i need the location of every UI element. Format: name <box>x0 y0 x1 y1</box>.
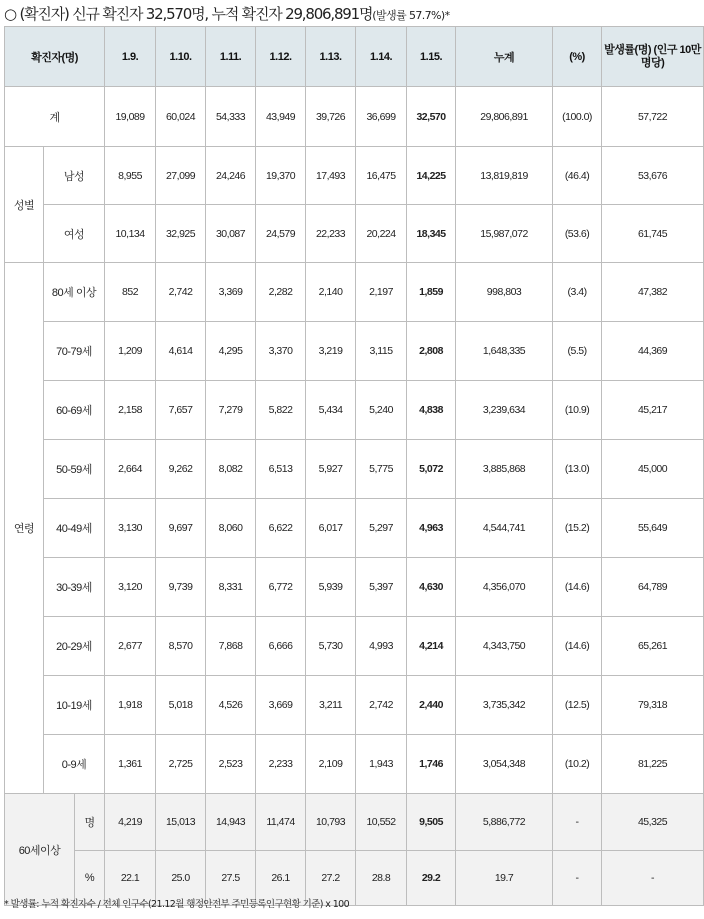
cell: 8,082 <box>206 440 256 499</box>
row-label: 30-39세 <box>44 558 105 617</box>
cell: 5,822 <box>256 381 306 440</box>
cell: 4,219 <box>105 794 156 851</box>
cell: 5,434 <box>306 381 356 440</box>
cell: 2,664 <box>105 440 156 499</box>
cell: 5,397 <box>356 558 407 617</box>
cell: 3,211 <box>306 676 356 735</box>
cell: 16,475 <box>356 147 407 205</box>
row-label-over60: 60세이상 <box>5 794 75 906</box>
cell: 3,669 <box>256 676 306 735</box>
cell: 3,120 <box>105 558 156 617</box>
cell: 4,295 <box>206 322 256 381</box>
cell: 8,955 <box>105 147 156 205</box>
cell: 9,697 <box>156 499 206 558</box>
cell: 28.8 <box>356 851 407 906</box>
cell-latest: 5,072 <box>407 440 456 499</box>
row-label: 50-59세 <box>44 440 105 499</box>
cell-rate: 57,722 <box>602 87 704 147</box>
cell-rate: 47,382 <box>602 263 704 322</box>
cell: 6,622 <box>256 499 306 558</box>
cell: 3,130 <box>105 499 156 558</box>
cell: 6,666 <box>256 617 306 676</box>
header-cumulative: 누계 <box>456 27 553 87</box>
cell-latest: 32,570 <box>407 87 456 147</box>
cell-percent: (10.2) <box>553 735 602 794</box>
title-main: 신규 확진자 32,570명, 누적 확진자 29,806,891명 <box>68 5 373 23</box>
cell: 26.1 <box>256 851 306 906</box>
cell-rate: 65,261 <box>602 617 704 676</box>
cell: 5,240 <box>356 381 407 440</box>
cell-rate: 45,217 <box>602 381 704 440</box>
cell-rate: - <box>602 851 704 906</box>
cell: 8,570 <box>156 617 206 676</box>
cell-percent: (46.4) <box>553 147 602 205</box>
group-label-sex: 성별 <box>5 147 44 263</box>
cell: 27.5 <box>206 851 256 906</box>
cell-latest: 4,214 <box>407 617 456 676</box>
row-label: 70-79세 <box>44 322 105 381</box>
cell-rate: 81,225 <box>602 735 704 794</box>
table-row-age <box>5 617 704 676</box>
cell: 10,793 <box>306 794 356 851</box>
cell-latest: 1,746 <box>407 735 456 794</box>
cell: 22.1 <box>105 851 156 906</box>
cell: 10,134 <box>105 205 156 263</box>
cell: 3,115 <box>356 322 407 381</box>
cell-percent: (15.2) <box>553 499 602 558</box>
cell-cumulative: 3,239,634 <box>456 381 553 440</box>
header-date: 1.9. <box>105 27 156 87</box>
cell-rate: 44,369 <box>602 322 704 381</box>
cell: 3,219 <box>306 322 356 381</box>
cell-cumulative: 4,356,070 <box>456 558 553 617</box>
cell: 5,297 <box>356 499 407 558</box>
header-date: 1.10. <box>156 27 206 87</box>
cell: 15,013 <box>156 794 206 851</box>
cell-percent: (100.0) <box>553 87 602 147</box>
header-category: 확진자(명) <box>5 27 105 87</box>
cell-rate: 45,325 <box>602 794 704 851</box>
header-date: 1.13. <box>306 27 356 87</box>
cell-percent: (14.6) <box>553 617 602 676</box>
cell-cumulative: 1,648,335 <box>456 322 553 381</box>
cell: 2,742 <box>156 263 206 322</box>
cell: 19,370 <box>256 147 306 205</box>
cell: 2,109 <box>306 735 356 794</box>
header-date: 1.12. <box>256 27 306 87</box>
title-note: (발생률 57.7%)* <box>372 9 450 22</box>
unit-label: % <box>75 851 105 906</box>
cell: 8,060 <box>206 499 256 558</box>
cell: 2,197 <box>356 263 407 322</box>
cell-percent: (3.4) <box>553 263 602 322</box>
cell-percent: (10.9) <box>553 381 602 440</box>
cell: 1,943 <box>356 735 407 794</box>
cell: 7,657 <box>156 381 206 440</box>
cell-percent: (5.5) <box>553 322 602 381</box>
cell: 3,370 <box>256 322 306 381</box>
cell-latest: 1,859 <box>407 263 456 322</box>
cell-latest: 4,838 <box>407 381 456 440</box>
cell-rate: 79,318 <box>602 676 704 735</box>
cell-latest: 4,963 <box>407 499 456 558</box>
row-label: 60-69세 <box>44 381 105 440</box>
cell-cumulative: 4,343,750 <box>456 617 553 676</box>
table-row-female <box>5 205 704 263</box>
cell-latest: 29.2 <box>407 851 456 906</box>
cell: 3,369 <box>206 263 256 322</box>
table-row-age <box>5 499 704 558</box>
circle-bullet-icon: ○ <box>4 5 16 23</box>
cell: 5,730 <box>306 617 356 676</box>
cell-latest: 2,808 <box>407 322 456 381</box>
cell-latest: 14,225 <box>407 147 456 205</box>
cell: 6,772 <box>256 558 306 617</box>
cell: 4,993 <box>356 617 407 676</box>
row-label: 10-19세 <box>44 676 105 735</box>
table-row-over60-count <box>5 794 704 851</box>
row-label: 0-9세 <box>44 735 105 794</box>
cell: 1,918 <box>105 676 156 735</box>
cell: 22,233 <box>306 205 356 263</box>
cell: 30,087 <box>206 205 256 263</box>
report-title <box>4 3 450 25</box>
footnote: * 발생률: 누적 확진자수 / 전체 인구수(21.12월 행정안전부 주민등록인구현황 기준) x 100 <box>4 899 350 910</box>
cell-percent: (13.0) <box>553 440 602 499</box>
cell: 5,018 <box>156 676 206 735</box>
cell: 39,726 <box>306 87 356 147</box>
cell: 43,949 <box>256 87 306 147</box>
cell-percent: (14.6) <box>553 558 602 617</box>
cell-rate: 45,000 <box>602 440 704 499</box>
header-date: 1.15. <box>407 27 456 87</box>
header-percent: (%) <box>553 27 602 87</box>
cell: 2,742 <box>356 676 407 735</box>
cell-cumulative: 29,806,891 <box>456 87 553 147</box>
cell-cumulative: 15,987,072 <box>456 205 553 263</box>
cell: 27,099 <box>156 147 206 205</box>
cell-rate: 55,649 <box>602 499 704 558</box>
cell-percent: (12.5) <box>553 676 602 735</box>
cell: 7,868 <box>206 617 256 676</box>
cell: 6,513 <box>256 440 306 499</box>
cell: 14,943 <box>206 794 256 851</box>
cell: 9,262 <box>156 440 206 499</box>
header-date: 1.11. <box>206 27 256 87</box>
cell-cumulative: 3,735,342 <box>456 676 553 735</box>
table-row-age <box>5 381 704 440</box>
group-label-age: 연령 <box>5 263 44 794</box>
row-label: 40-49세 <box>44 499 105 558</box>
row-label: 20-29세 <box>44 617 105 676</box>
cell: 2,282 <box>256 263 306 322</box>
cell: 27.2 <box>306 851 356 906</box>
cell: 9,739 <box>156 558 206 617</box>
cell: 60,024 <box>156 87 206 147</box>
table-row-age <box>5 676 704 735</box>
cell: 10,552 <box>356 794 407 851</box>
cell: 11,474 <box>256 794 306 851</box>
cell-cumulative: 3,885,868 <box>456 440 553 499</box>
cell: 8,331 <box>206 558 256 617</box>
header-date: 1.14. <box>356 27 407 87</box>
table-row-age <box>5 322 704 381</box>
cell: 2,158 <box>105 381 156 440</box>
cell-percent: - <box>553 851 602 906</box>
table-row-age <box>5 263 704 322</box>
cell: 2,677 <box>105 617 156 676</box>
row-label: 남성 <box>44 147 105 205</box>
cell: 24,579 <box>256 205 306 263</box>
cell-cumulative: 19.7 <box>456 851 553 906</box>
row-label: 여성 <box>44 205 105 263</box>
row-label: 80세 이상 <box>44 263 105 322</box>
table-row-total <box>5 87 704 147</box>
cell: 36,699 <box>356 87 407 147</box>
cell: 1,209 <box>105 322 156 381</box>
cell: 6,017 <box>306 499 356 558</box>
cell: 2,725 <box>156 735 206 794</box>
cell-cumulative: 4,544,741 <box>456 499 553 558</box>
table-row-age <box>5 558 704 617</box>
cell: 1,361 <box>105 735 156 794</box>
cell: 25.0 <box>156 851 206 906</box>
cell-latest: 9,505 <box>407 794 456 851</box>
cell: 5,939 <box>306 558 356 617</box>
cell: 7,279 <box>206 381 256 440</box>
cell: 54,333 <box>206 87 256 147</box>
header-rate: 발생률(명) (인구 10만명당) <box>602 27 704 87</box>
cell-cumulative: 13,819,819 <box>456 147 553 205</box>
cell-rate: 53,676 <box>602 147 704 205</box>
table-row-age <box>5 440 704 499</box>
cell: 852 <box>105 263 156 322</box>
cell: 19,089 <box>105 87 156 147</box>
cell: 5,775 <box>356 440 407 499</box>
cell: 2,523 <box>206 735 256 794</box>
cell-percent: (53.6) <box>553 205 602 263</box>
cell-percent: - <box>553 794 602 851</box>
cell-latest: 2,440 <box>407 676 456 735</box>
cell: 24,246 <box>206 147 256 205</box>
cell-rate: 61,745 <box>602 205 704 263</box>
cell: 20,224 <box>356 205 407 263</box>
cell: 32,925 <box>156 205 206 263</box>
cell-cumulative: 5,886,772 <box>456 794 553 851</box>
cell-rate: 64,789 <box>602 558 704 617</box>
row-label: 계 <box>5 87 105 147</box>
cell-latest: 18,345 <box>407 205 456 263</box>
cell-cumulative: 998,803 <box>456 263 553 322</box>
table-row-male <box>5 147 704 205</box>
table-row-age <box>5 735 704 794</box>
unit-label: 명 <box>75 794 105 851</box>
cell-cumulative: 3,054,348 <box>456 735 553 794</box>
cell: 2,140 <box>306 263 356 322</box>
cell-latest: 4,630 <box>407 558 456 617</box>
cell: 4,526 <box>206 676 256 735</box>
cell: 2,233 <box>256 735 306 794</box>
confirmed-cases-table <box>4 26 704 906</box>
cell: 5,927 <box>306 440 356 499</box>
title-highlight: (확진자) <box>19 5 69 23</box>
cell: 17,493 <box>306 147 356 205</box>
header-row <box>5 27 704 87</box>
cell: 4,614 <box>156 322 206 381</box>
